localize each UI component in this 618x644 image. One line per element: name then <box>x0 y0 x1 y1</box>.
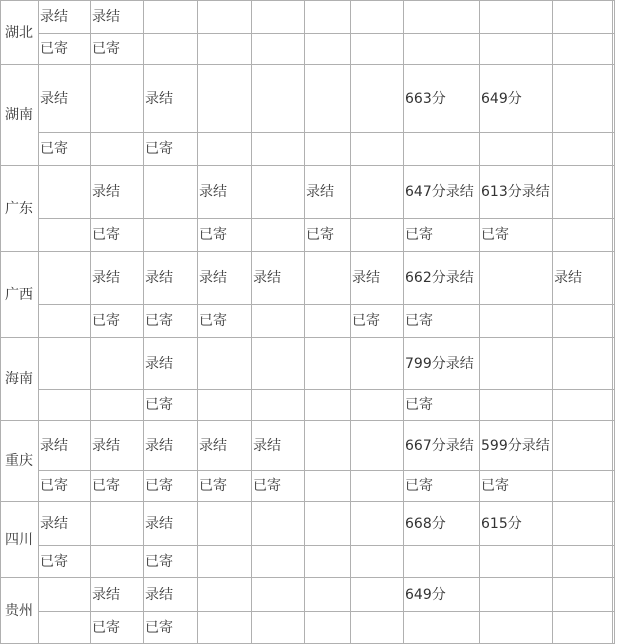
status-cell <box>613 133 615 166</box>
table-row <box>1 338 615 390</box>
status-cell: 录结 <box>252 252 305 305</box>
status-cell <box>480 546 553 578</box>
status-cell: 已寄 <box>404 471 480 502</box>
table-row <box>1 166 615 219</box>
status-cell <box>404 34 480 65</box>
status-cell <box>252 65 305 133</box>
status-cell <box>91 390 144 421</box>
status-cell: 已寄 <box>91 305 144 338</box>
status-cell: 录结 <box>39 421 91 471</box>
status-cell <box>613 34 615 65</box>
status-cell <box>553 219 613 252</box>
status-cell: 668分 <box>404 502 480 546</box>
status-cell <box>252 133 305 166</box>
status-cell <box>252 34 305 65</box>
table-row <box>1 252 615 305</box>
status-cell <box>553 1 613 34</box>
status-cell <box>480 34 553 65</box>
status-cell <box>91 133 144 166</box>
status-cell <box>351 338 404 390</box>
status-cell <box>613 305 615 338</box>
status-cell: 647分录结 <box>404 166 480 219</box>
status-cell <box>553 546 613 578</box>
status-cell <box>553 390 613 421</box>
status-cell: 录结 <box>91 421 144 471</box>
status-cell <box>553 612 613 644</box>
status-cell: 667分录结 <box>404 421 480 471</box>
status-cell <box>613 65 615 133</box>
status-cell <box>305 612 351 644</box>
table-row <box>1 219 615 252</box>
status-cell: 录结 <box>39 502 91 546</box>
status-cell <box>351 578 404 612</box>
status-cell <box>144 166 198 219</box>
status-cell <box>198 502 252 546</box>
status-cell: 已寄 <box>91 471 144 502</box>
status-cell <box>351 166 404 219</box>
status-cell: 已寄 <box>144 390 198 421</box>
status-cell: 已寄 <box>91 219 144 252</box>
status-cell <box>404 612 480 644</box>
status-cell: 录结 <box>91 166 144 219</box>
status-cell: 已寄 <box>144 305 198 338</box>
status-cell <box>553 166 613 219</box>
status-cell <box>351 546 404 578</box>
status-cell <box>252 578 305 612</box>
status-cell <box>198 133 252 166</box>
status-cell: 已寄 <box>198 471 252 502</box>
status-cell <box>305 578 351 612</box>
table-row <box>1 612 615 644</box>
status-cell: 已寄 <box>39 471 91 502</box>
status-cell: 已寄 <box>404 219 480 252</box>
status-cell <box>613 219 615 252</box>
status-cell: 599分录结 <box>480 421 553 471</box>
status-cell <box>480 1 553 34</box>
status-cell <box>305 34 351 65</box>
status-cell <box>252 502 305 546</box>
status-cell <box>480 390 553 421</box>
status-cell <box>613 471 615 502</box>
status-cell <box>404 133 480 166</box>
status-cell: 录结 <box>91 578 144 612</box>
table-row <box>1 471 615 502</box>
status-cell: 录结 <box>351 252 404 305</box>
status-cell <box>404 546 480 578</box>
status-cell <box>252 390 305 421</box>
status-cell: 649分 <box>404 578 480 612</box>
status-cell: 录结 <box>252 421 305 471</box>
status-cell <box>351 471 404 502</box>
status-cell <box>613 390 615 421</box>
status-cell: 已寄 <box>480 219 553 252</box>
status-cell <box>198 65 252 133</box>
status-cell <box>198 390 252 421</box>
status-cell <box>480 578 553 612</box>
status-cell: 录结 <box>39 1 91 34</box>
status-cell <box>351 421 404 471</box>
province-cell: 海南 <box>1 338 39 421</box>
status-cell <box>613 338 615 390</box>
status-cell: 已寄 <box>91 34 144 65</box>
status-cell <box>91 338 144 390</box>
status-cell <box>351 1 404 34</box>
status-cell: 录结 <box>91 1 144 34</box>
status-cell <box>613 421 615 471</box>
status-cell <box>613 502 615 546</box>
status-cell: 613分录结 <box>480 166 553 219</box>
status-cell: 录结 <box>144 578 198 612</box>
status-cell: 615分 <box>480 502 553 546</box>
status-cell: 已寄 <box>351 305 404 338</box>
status-cell <box>553 421 613 471</box>
status-cell <box>613 1 615 34</box>
status-cell <box>480 133 553 166</box>
status-cell <box>252 612 305 644</box>
status-cell: 已寄 <box>480 471 553 502</box>
status-cell: 已寄 <box>404 390 480 421</box>
table-row <box>1 34 615 65</box>
status-cell: 649分 <box>480 65 553 133</box>
status-cell <box>305 1 351 34</box>
province-cell: 广东 <box>1 166 39 252</box>
status-cell <box>39 338 91 390</box>
status-cell <box>144 1 198 34</box>
table-row <box>1 65 615 133</box>
status-cell: 录结 <box>198 252 252 305</box>
status-cell: 已寄 <box>39 34 91 65</box>
status-cell <box>198 34 252 65</box>
status-cell <box>305 546 351 578</box>
status-cell: 录结 <box>144 502 198 546</box>
status-cell <box>305 390 351 421</box>
status-cell <box>144 34 198 65</box>
status-cell: 录结 <box>144 65 198 133</box>
province-cell: 湖南 <box>1 65 39 166</box>
status-cell <box>480 305 553 338</box>
status-cell <box>305 133 351 166</box>
status-cell: 已寄 <box>404 305 480 338</box>
table-row <box>1 133 615 166</box>
table-row <box>1 421 615 471</box>
status-cell: 662分录结 <box>404 252 480 305</box>
status-cell <box>404 1 480 34</box>
status-cell: 已寄 <box>91 612 144 644</box>
status-cell <box>144 219 198 252</box>
status-cell: 录结 <box>144 338 198 390</box>
status-cell <box>39 578 91 612</box>
status-cell <box>480 612 553 644</box>
table-row <box>1 546 615 578</box>
status-cell <box>351 612 404 644</box>
province-cell: 重庆 <box>1 421 39 502</box>
status-cell <box>91 502 144 546</box>
status-cell <box>305 471 351 502</box>
status-cell: 663分 <box>404 65 480 133</box>
status-cell <box>553 471 613 502</box>
status-cell: 已寄 <box>305 219 351 252</box>
status-cell <box>553 34 613 65</box>
status-cell <box>613 578 615 612</box>
status-cell: 录结 <box>305 166 351 219</box>
status-cell <box>91 65 144 133</box>
status-cell <box>351 65 404 133</box>
status-cell <box>351 133 404 166</box>
status-cell: 录结 <box>144 252 198 305</box>
status-cell <box>305 338 351 390</box>
table-row <box>1 390 615 421</box>
status-cell: 录结 <box>91 252 144 305</box>
status-cell: 已寄 <box>144 612 198 644</box>
status-cell <box>480 338 553 390</box>
status-cell <box>305 421 351 471</box>
status-cell: 已寄 <box>144 546 198 578</box>
table-row <box>1 305 615 338</box>
status-cell <box>553 502 613 546</box>
province-cell: 湖北 <box>1 1 39 65</box>
status-cell <box>39 166 91 219</box>
status-cell <box>252 219 305 252</box>
status-cell: 已寄 <box>144 133 198 166</box>
status-cell <box>351 219 404 252</box>
status-cell: 已寄 <box>39 546 91 578</box>
status-cell <box>252 546 305 578</box>
status-cell <box>553 65 613 133</box>
status-cell <box>198 578 252 612</box>
status-cell <box>305 305 351 338</box>
status-cell <box>351 502 404 546</box>
status-cell <box>39 219 91 252</box>
status-cell <box>613 546 615 578</box>
status-cell <box>351 390 404 421</box>
status-cell <box>252 305 305 338</box>
status-cell <box>39 252 91 305</box>
status-cell <box>613 252 615 305</box>
province-cell: 广西 <box>1 252 39 338</box>
status-cell <box>553 305 613 338</box>
table-row <box>1 1 615 34</box>
status-cell <box>39 390 91 421</box>
table-row <box>1 578 615 612</box>
status-cell <box>305 252 351 305</box>
status-cell <box>305 502 351 546</box>
status-cell <box>613 612 615 644</box>
status-cell: 已寄 <box>144 471 198 502</box>
status-cell <box>252 338 305 390</box>
status-cell: 录结 <box>144 421 198 471</box>
table-row <box>1 502 615 546</box>
status-cell <box>39 305 91 338</box>
status-cell <box>198 338 252 390</box>
status-cell <box>91 546 144 578</box>
status-cell <box>39 612 91 644</box>
province-cell: 四川 <box>1 502 39 578</box>
status-cell: 已寄 <box>198 219 252 252</box>
province-cell: 贵州 <box>1 578 39 644</box>
status-cell: 录结 <box>198 421 252 471</box>
status-cell <box>480 252 553 305</box>
status-cell: 已寄 <box>198 305 252 338</box>
status-cell <box>252 166 305 219</box>
status-cell <box>198 612 252 644</box>
status-cell: 录结 <box>553 252 613 305</box>
status-cell <box>198 546 252 578</box>
status-cell <box>252 1 305 34</box>
status-cell: 已寄 <box>39 133 91 166</box>
status-cell: 已寄 <box>252 471 305 502</box>
status-cell <box>351 34 404 65</box>
status-cell: 799分录结 <box>404 338 480 390</box>
status-cell: 录结 <box>198 166 252 219</box>
status-cell <box>553 133 613 166</box>
status-cell <box>553 338 613 390</box>
status-cell <box>613 166 615 219</box>
status-cell <box>198 1 252 34</box>
status-cell: 录结 <box>39 65 91 133</box>
status-cell <box>305 65 351 133</box>
status-cell <box>553 578 613 612</box>
